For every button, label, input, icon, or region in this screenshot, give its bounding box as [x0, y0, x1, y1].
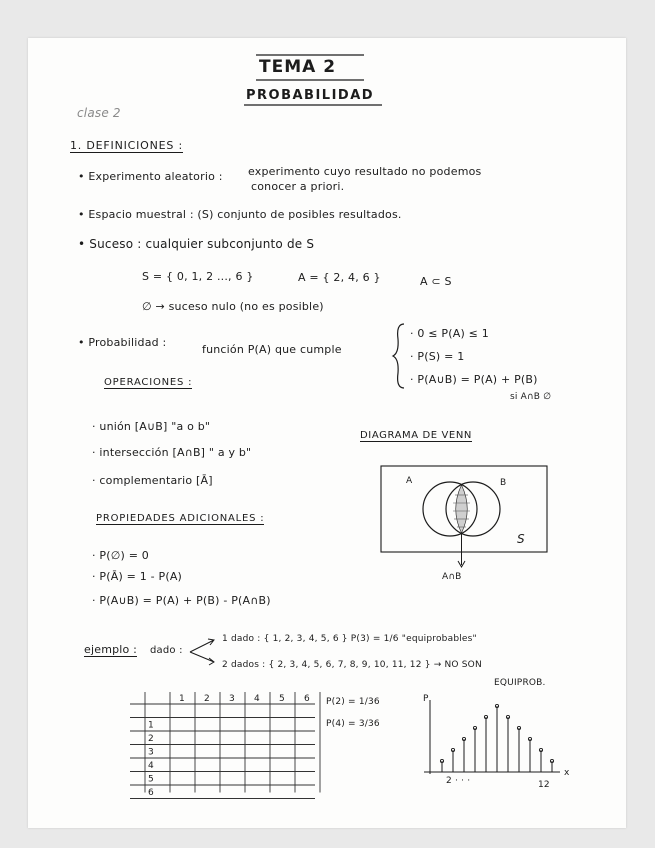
table-header-cell: 6 [304, 694, 310, 704]
probabilidad-term: • Probabilidad : [78, 336, 167, 349]
plot-x-end: 12 [538, 780, 550, 790]
title-underline [256, 54, 366, 84]
suceso: • Suceso : cualquier subconjunto de S [78, 237, 315, 251]
operaciones-heading: OPERACIONES : [104, 377, 193, 388]
page-title: TEMA 2 [259, 57, 337, 77]
table-header-cell: 2 [204, 694, 210, 704]
table-row-label: 4 [148, 761, 154, 771]
condition-2: · P(S) = 1 [410, 350, 465, 363]
set-s: S = { 0, 1, 2 ..., 6 } [142, 270, 254, 283]
table-header-cell: 4 [254, 694, 260, 704]
propiedades-heading: PROPIEDADES ADICIONALES : [96, 513, 265, 524]
experimento-def-1: experimento cuyo resultado no podemos [248, 165, 482, 178]
plot-x-label: x [564, 768, 570, 778]
op-complementario: · complementario [Ā] [92, 474, 213, 487]
brace-icon [392, 323, 406, 389]
plot-y-label: P [423, 694, 429, 704]
set-a: A = { 2, 4, 6 } [298, 271, 381, 284]
dice-table [120, 690, 320, 800]
condition-note: si A∩B ∅ [510, 392, 552, 402]
page-subtitle: PROBABILIDAD [246, 88, 375, 103]
definitions-heading: 1. DEFINICIONES : [70, 139, 184, 152]
funcion-text: función P(A) que cumple [202, 343, 342, 356]
table-header-cell: 5 [279, 694, 285, 704]
prop-3: · P(A∪B) = P(A) + P(B) - P(A∩B) [92, 594, 271, 607]
subset-relation: A ⊂ S [420, 275, 452, 288]
empty-set: ∅ → suceso nulo (no es posible) [142, 300, 324, 313]
table-header-cell: 3 [229, 694, 235, 704]
espacio-muestral: • Espacio muestral : (S) conjunto de posibles resultados. [78, 208, 402, 221]
venn-label-intersection: A∩B [442, 572, 462, 582]
table-row-label: 3 [148, 747, 154, 758]
probability-plot [420, 692, 580, 792]
ejemplo-label: ejemplo : [84, 643, 138, 656]
plot-x-start: 2 · · · [446, 776, 471, 786]
op-interseccion: · intersección [A∩B] " a y b" [92, 446, 252, 459]
ejemplo-line-3: EQUIPROB. [494, 678, 546, 688]
prop-2: · P(Ā) = 1 - P(A) [92, 570, 183, 583]
table-row-label: 5 [148, 774, 154, 785]
branch-arrow-icon [188, 636, 218, 666]
experimento-term: • Experimento aleatorio : [78, 170, 223, 183]
op-union: · unión [A∪B] "a o b" [92, 420, 211, 433]
condition-1: · 0 ≤ P(A) ≤ 1 [410, 327, 489, 340]
venn-label-s: S [517, 532, 525, 546]
dado-label: dado : [150, 645, 183, 656]
experimento-def-2: conocer a priori. [251, 180, 345, 193]
condition-3: · P(A∪B) = P(A) + P(B) [410, 373, 538, 386]
class-label: clase 2 [77, 106, 121, 120]
p2-value: P(2) = 1/36 [326, 697, 380, 707]
table-row-label: 2 [148, 734, 154, 744]
prop-1: · P(∅) = 0 [92, 549, 149, 562]
subtitle-underline [244, 104, 384, 108]
table-header-cell: 1 [179, 694, 185, 704]
ejemplo-line-2: 2 dados : { 2, 3, 4, 5, 6, 7, 8, 9, 10, 11, 12 } → NO SON [222, 660, 482, 670]
venn-label-b: B [500, 478, 507, 488]
venn-heading: DIAGRAMA DE VENN [360, 430, 473, 441]
venn-label-a: A [406, 476, 413, 486]
table-row-label: 6 [148, 788, 154, 798]
table-row-label: 1 [148, 720, 154, 731]
ejemplo-line-1: 1 dado : { 1, 2, 3, 4, 5, 6 } P(3) = 1/6 "equiprobables" [222, 634, 477, 644]
p4-value: P(4) = 3/36 [326, 719, 380, 729]
